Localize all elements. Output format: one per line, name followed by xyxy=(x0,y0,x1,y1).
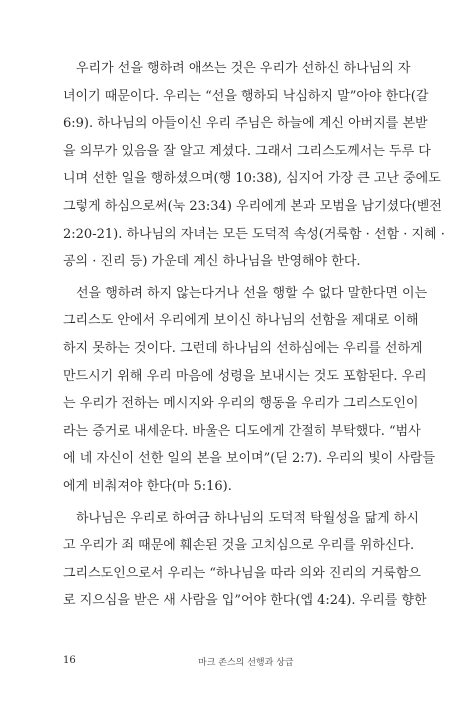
text-line: 2:20-21). 하나님의 자녀는 모든 도덕적 속성(거룩함 · 선함 · 지혜 · xyxy=(63,226,445,242)
text-line: 만드시기 위해 우리 마음에 성령을 보내시는 것도 포함된다. 우리 xyxy=(63,368,427,384)
text-line: 공의 · 진리 등) 가운데 계신 하나님을 반영해야 한다. xyxy=(63,254,361,270)
text-line: 그렇게 하심으로써(눅 23:34) 우리에게 본과 모범을 남기셨다(벧전 xyxy=(63,198,442,214)
text-line: 그리스도인으로서 우리는 “하나님을 따라 의와 진리의 거룩함으 xyxy=(63,565,421,581)
text-line: 고 우리가 죄 때문에 훼손된 것을 고치심으로 우리를 위하신다. xyxy=(63,538,415,554)
text-line: 는 우리가 전하는 메시지와 우리의 행동을 우리가 그리스도인이 xyxy=(63,396,419,412)
body-text xyxy=(63,55,445,619)
text-line: 6:9). 하나님의 아들이신 우리 주님은 하늘에 계신 아버지를 본받 xyxy=(63,116,428,132)
text-line: 녀이기 때문이다. 우리는 “선을 행하되 낙심하지 말”아야 한다(갈 xyxy=(63,88,429,104)
text-line: 우리가 선을 행하려 애쓰는 것은 우리가 선하신 하나님의 자 xyxy=(76,61,411,76)
text-line: 라는 증거로 내세운다. 바울은 디도에게 간절히 부탁했다. “범사 xyxy=(63,423,421,439)
paragraph-3 xyxy=(63,505,427,615)
text-line: 선을 행하려 하지 않는다거나 선을 행할 수 없다 말한다면 이는 xyxy=(76,285,428,301)
text-line: 니며 선한 일을 행하셨으며(행 10:38), 심지어 가장 큰 고난 중에도 xyxy=(63,171,441,187)
text-line: 하지 못하는 것이다. 그런데 하나님의 선하심에는 우리를 선하게 xyxy=(63,340,423,356)
paragraph-1 xyxy=(63,55,445,276)
text-line: 그리스도 안에서 우리에게 보이신 하나님의 선함을 제대로 이해 xyxy=(63,313,419,329)
text-line: 에게 비춰져야 한다(마 5:16). xyxy=(63,478,232,494)
running-title: 마크 존스의 선행과 상급 xyxy=(198,658,294,668)
text-line: 하나님은 우리로 하여금 하나님의 도덕적 탁월성을 닮게 하시 xyxy=(76,510,419,526)
text-line: 을 의무가 있음을 잘 알고 계셨다. 그래서 그리스도께서는 두루 다 xyxy=(63,143,431,159)
paragraph-2 xyxy=(63,280,436,501)
page-number: 16 xyxy=(63,655,76,666)
text-line: 로 지으심을 받은 새 사람을 입”어야 한다(엡 4:24). 우리를 향한 xyxy=(63,593,427,609)
text-line: 에 네 자신이 선한 일의 본을 보이며”(딛 2:7). 우리의 빛이 사람들 xyxy=(63,451,436,467)
